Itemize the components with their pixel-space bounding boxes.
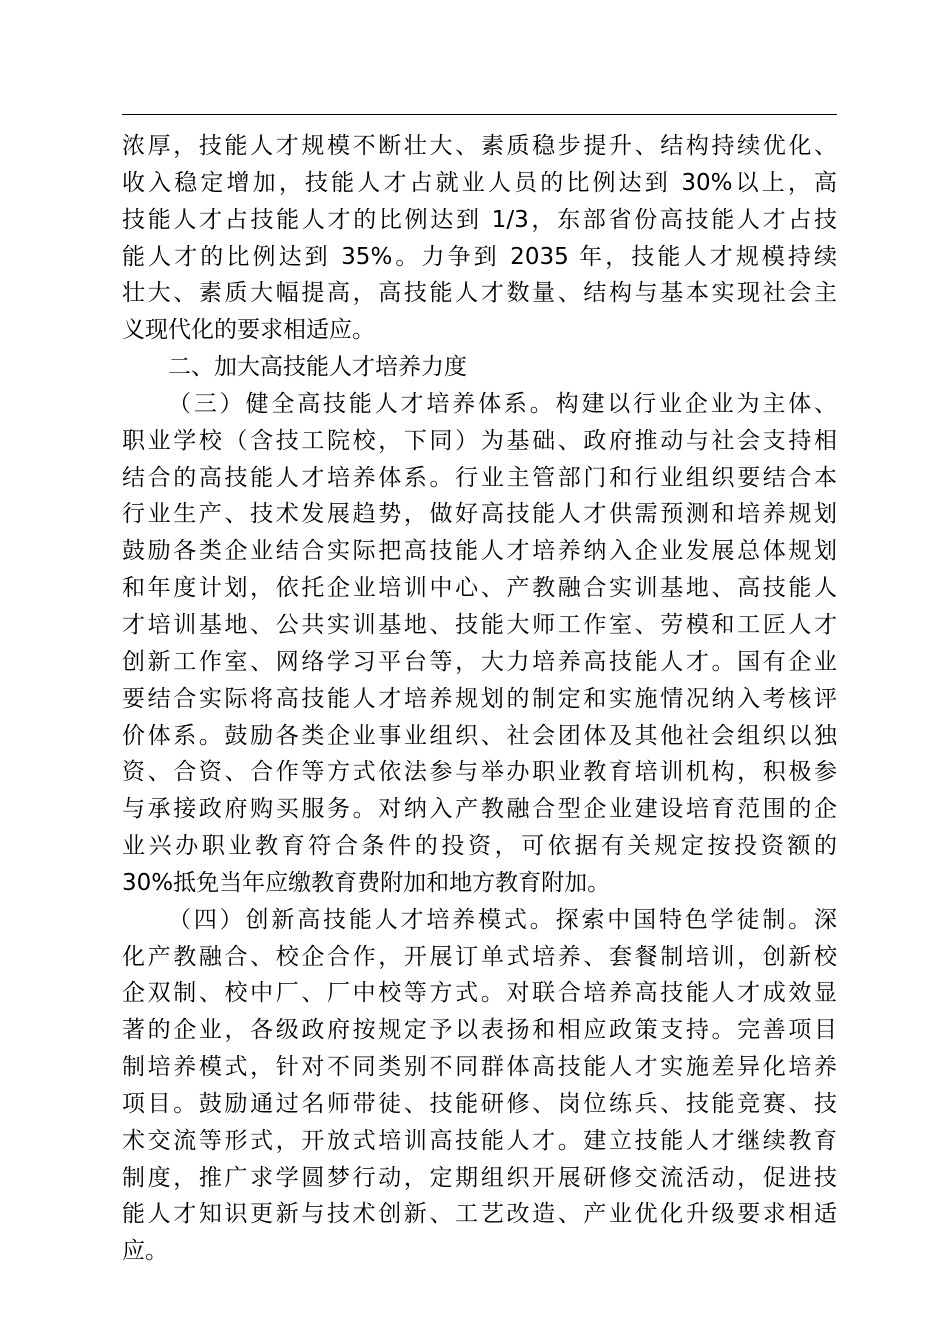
text-line: 技能人才占技能人才的比例达到 1/3，东部省份高技能人才占技 (122, 206, 837, 233)
text-line: 业兴办职业教育符合条件的投资，可依据有关规定按投资额的 (122, 833, 837, 860)
text-line: 化产教融合、校企合作，开展订单式培养、套餐制培训，创新校 (122, 943, 837, 970)
header-rule (122, 114, 837, 115)
text-line: 行业生产、技术发展趋势，做好高技能人才供需预测和培养规划 (122, 501, 837, 528)
text-line: 浓厚，技能人才规模不断壮大、素质稳步提升、结构持续优化、 (122, 133, 837, 159)
text-line: 职业学校（含技工院校，下同）为基础、政府推动与社会支持相 (122, 427, 837, 454)
text-line: 项目。鼓励通过名师带徒、技能研修、岗位练兵、技能竞赛、技 (122, 1090, 837, 1117)
text-line: 制度，推广求学圆梦行动，定期组织开展研修交流活动，促进技 (122, 1164, 837, 1191)
text-line: 能人才的比例达到 35%。力争到 2035 年，技能人才规模持续 (122, 243, 837, 270)
text-line: （三）健全高技能人才培养体系。构建以行业企业为主体、 (168, 390, 837, 417)
body-text (122, 128, 837, 1270)
section-heading: 二、加大高技能人才培养力度 (168, 354, 467, 381)
text-line: 应。 (122, 1238, 168, 1265)
text-line: 与承接政府购买服务。对纳入产教融合型企业建设培育范围的企 (122, 796, 837, 823)
text-line: 才培训基地、公共实训基地、技能大师工作室、劳模和工匠人才 (122, 611, 837, 638)
text-line: 鼓励各类企业结合实际把高技能人才培养纳入企业发展总体规划 (122, 538, 837, 565)
text-line: 要结合实际将高技能人才培养规划的制定和实施情况纳入考核评 (122, 685, 837, 712)
text-line: 企双制、校中厂、厂中校等方式。对联合培养高技能人才成效显 (122, 980, 837, 1007)
text-line: 术交流等形式，开放式培训高技能人才。建立技能人才继续教育 (122, 1127, 837, 1154)
text-line: （四）创新高技能人才培养模式。探索中国特色学徒制。深 (168, 906, 837, 933)
text-line: 著的企业，各级政府按规定予以表扬和相应政策支持。完善项目 (122, 1017, 837, 1044)
text-line: 义现代化的要求相适应。 (122, 317, 375, 344)
text-line: 壮大、素质大幅提高，高技能人才数量、结构与基本实现社会主 (122, 280, 837, 307)
text-line: 制培养模式，针对不同类别不同群体高技能人才实施差异化培养 (122, 1054, 837, 1081)
text-line: 能人才知识更新与技术创新、工艺改造、产业优化升级要求相适 (122, 1201, 837, 1228)
text-line: 30%抵免当年应缴教育费附加和地方教育附加。 (122, 869, 611, 896)
text-line: 资、合资、合作等方式依法参与举办职业教育培训机构，积极参 (122, 759, 837, 786)
text-line: 和年度计划，依托企业培训中心、产教融合实训基地、高技能人 (122, 575, 837, 602)
text-line: 结合的高技能人才培养体系。行业主管部门和行业组织要结合本 (122, 464, 837, 491)
text-line: 价体系。鼓励各类企业事业组织、社会团体及其他社会组织以独 (122, 722, 837, 749)
text-line: 创新工作室、网络学习平台等，大力培养高技能人才。国有企业 (122, 648, 837, 675)
text-line: 收入稳定增加，技能人才占就业人员的比例达到 30%以上，高 (122, 169, 837, 196)
